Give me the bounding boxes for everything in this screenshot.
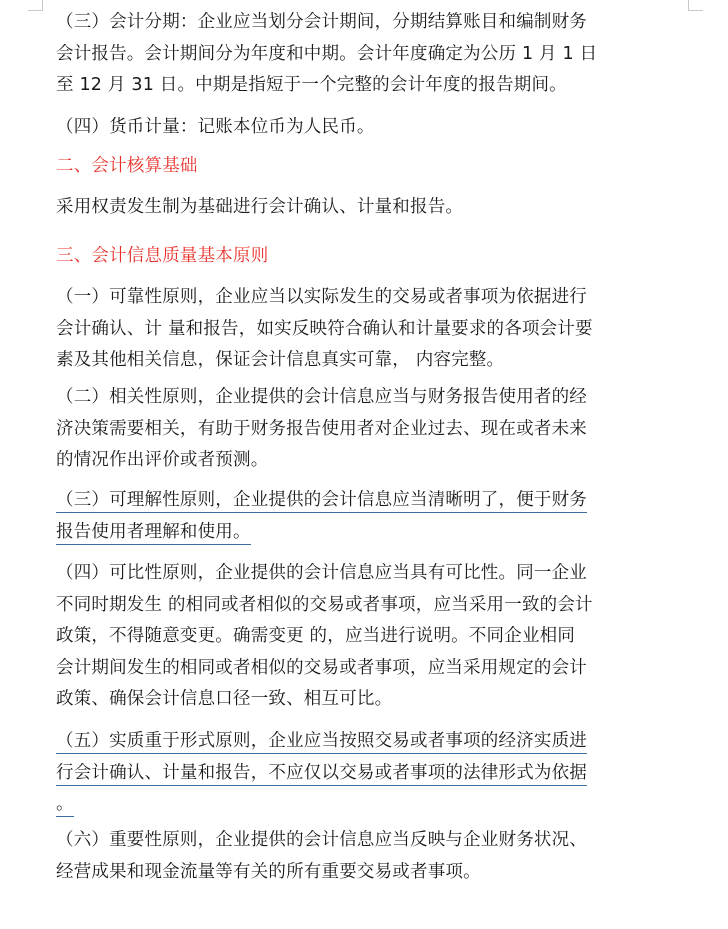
paragraph-substance-over-form [56, 726, 676, 821]
paragraph-relevance [56, 382, 676, 477]
underlined-line [56, 517, 676, 549]
text-line: 经营成果和现金流量等有关的所有重要交易或者事项。 [56, 861, 481, 882]
text-line: （二）相关性原则，企业提供的会计信息应当与财务报告使用者的经 [56, 387, 587, 407]
paragraph-accrual-basis [56, 192, 676, 224]
text-line: 政策、确保会计信息口径一致、相互可比。 [56, 689, 393, 709]
text-line: （五）实质重于形式原则，企业应当按照交易或者事项的经济实质进 [56, 731, 587, 754]
paragraph-accounting-period [56, 7, 676, 102]
text-line: 会计期间发生的相同或者相似的交易或者事项，应当采用规定的会计 [56, 657, 587, 678]
paragraph-comparability [56, 558, 676, 716]
heading-text: 三、会计信息质量基本原则 [56, 246, 269, 266]
text-line: （四）可比性原则，企业提供的会计信息应当具有可比性。同一企业 [56, 563, 587, 583]
text-line: 。 [56, 794, 74, 817]
text-line: （四）货币计量：记账本位币为人民币。 [56, 117, 375, 137]
heading-quality-principles [56, 241, 676, 273]
text-line: （三）可理解性原则，企业提供的会计信息应当清晰明了，便于财务 [56, 490, 587, 513]
text-line: 政策，不得随意变更。确需变更 的，应当进行说明。不同企业相同 [56, 626, 576, 646]
text-line: 采用权责发生制为基础进行会计确认、计量和报告。 [56, 197, 464, 217]
text-line: 至 12 月 31 日。中期是指短于一个完整的会计年度的报告期间。 [56, 75, 567, 95]
text-line: 不同时期发生 的相同或者相似的交易或者事项，应当采用一致的会计 [56, 594, 593, 615]
page-corner-mark-left [28, 0, 43, 11]
text-line: 报告使用者理解和使用。 [56, 522, 251, 545]
text-line: 会计报告。会计期间分为年度和中期。会计年度确定为公历 1 月 1 日 [56, 43, 598, 64]
paragraph-understandability [56, 485, 676, 548]
underlined-line [56, 758, 676, 790]
text-line: 的情况作出评价或者预测。 [56, 450, 269, 470]
paragraph-reliability [56, 282, 676, 377]
text-line: 行会计确认、计量和报告，不应仅以交易或者事项的法律形式为依据 [56, 763, 587, 786]
text-line: （六）重要性原则，企业提供的会计信息应当反映与企业财务状况、 [56, 830, 587, 850]
underlined-line [56, 789, 676, 821]
text-line: （一）可靠性原则，企业应当以实际发生的交易或者事项为依据进行 [56, 287, 587, 307]
text-line: （三）会计分期：企业应当划分会计期间，分期结算账目和编制财务 [56, 12, 587, 32]
page-corner-mark-right [688, 0, 703, 11]
text-line: 济决策需要相关，有助于财务报告使用者对企业过去、现在或者未来 [56, 418, 587, 439]
paragraph-materiality [56, 825, 676, 888]
underlined-line [56, 485, 676, 517]
heading-text: 二、会计核算基础 [56, 156, 198, 176]
paragraph-currency [56, 112, 676, 144]
text-line: 素及其他相关信息，保证会计信息真实可靠， 内容完整。 [56, 350, 505, 370]
text-line: 会计确认、计 量和报告，如实反映符合确认和计量要求的各项会计要 [56, 318, 593, 339]
underlined-line [56, 726, 676, 758]
heading-accounting-basis [56, 151, 676, 183]
